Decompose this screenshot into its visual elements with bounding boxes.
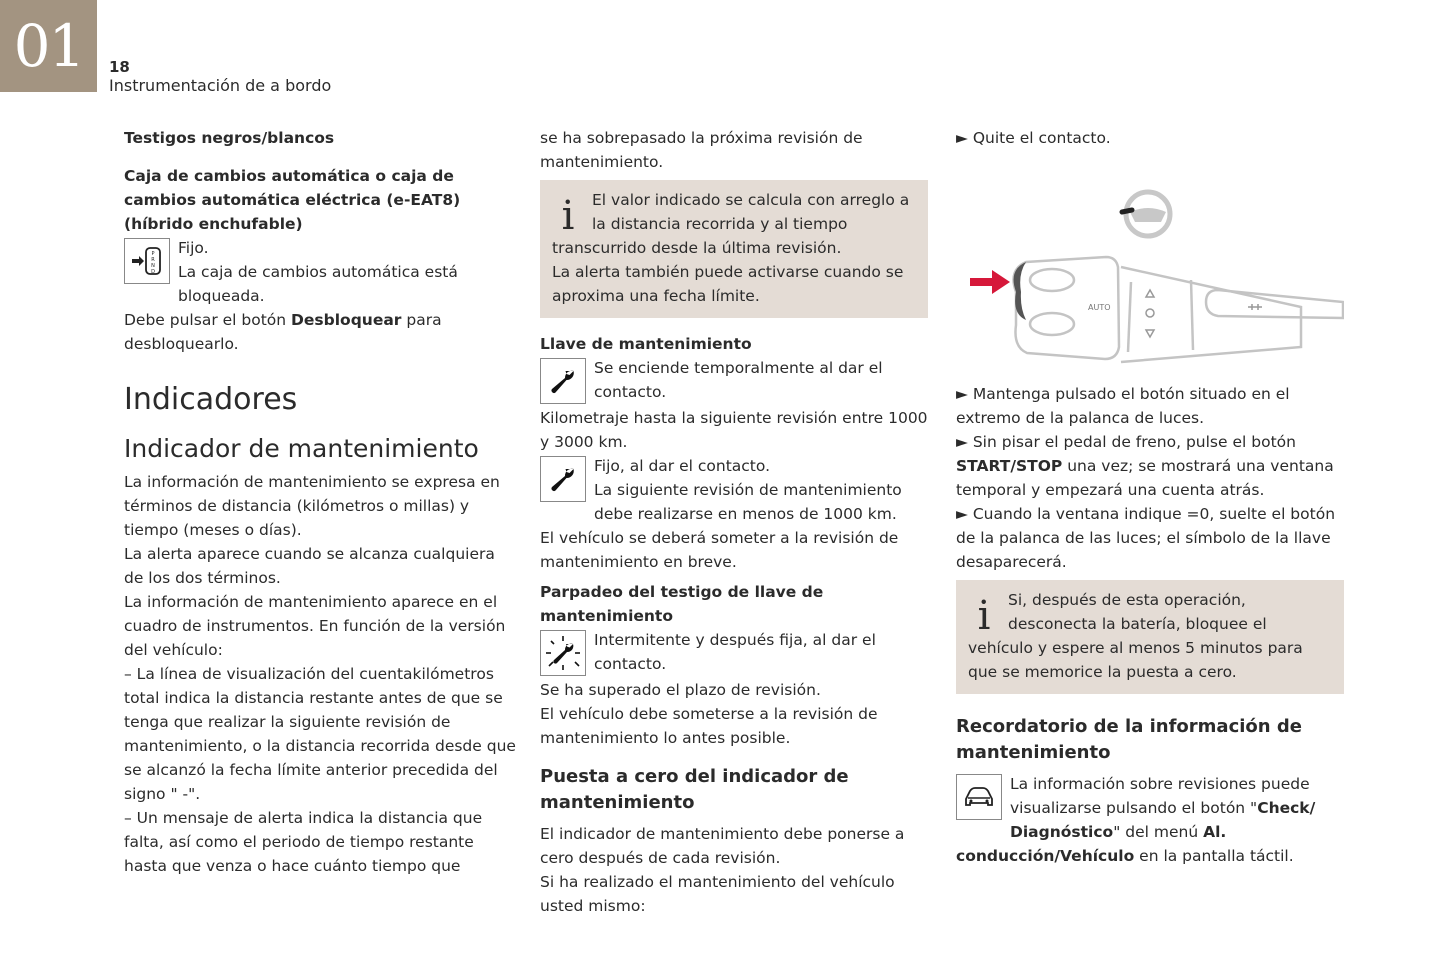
text-fijo: Fijo.	[178, 239, 209, 257]
text-parpadeo-1: Intermitente y después fija, al dar el contacto.	[594, 631, 876, 673]
paragraph: El indicador de mantenimiento debe ponerse a cero después de cada revisión.	[540, 825, 905, 867]
text-llave-1: Se enciende temporalmente al dar el contacto.	[594, 359, 883, 401]
info-icon: i	[977, 593, 991, 639]
text-parpadeo-3: El vehículo debe someterse a la revisión de mantenimiento lo antes posible.	[540, 705, 878, 747]
step-mantenga-pulsado: ► Mantenga pulsado el botón situado en el extremo de la palanca de luces.	[956, 385, 1290, 427]
gearbox-letter: D	[151, 269, 155, 275]
paragraph: Si ha realizado el mantenimiento del vehículo usted mismo:	[540, 873, 895, 915]
heading-testigos: Testigos negros/blancos	[124, 129, 335, 147]
column-1	[124, 126, 516, 878]
paragraph: se ha sobrepasado la próxima revisión de mantenimiento.	[540, 129, 863, 171]
section-title: Instrumentación de a bordo	[109, 76, 332, 95]
paragraph: La información de mantenimiento se expresa en términos de distancia (kilómetros o millas) y tiempo (meses o días).	[124, 473, 500, 539]
info-box	[540, 180, 928, 318]
flashing-wrench-icon	[540, 630, 586, 676]
step-quite-contacto: ► Quite el contacto.	[956, 129, 1111, 147]
heading-recordatorio: Recordatorio de la información de mantenimiento	[956, 716, 1302, 763]
heading-parpadeo: Parpadeo del testigo de llave de mantenimiento	[540, 583, 824, 625]
gearbox-letter: P	[151, 251, 155, 257]
paragraph: La información de mantenimiento aparece en el cuadro de instrumentos. En función de la versión del vehículo:	[124, 593, 506, 659]
text-parpadeo-2: Se ha superado el plazo de revisión.	[540, 681, 821, 699]
heading-indicador-mantenimiento: Indicador de mantenimiento	[124, 434, 479, 463]
paragraph: La alerta aparece cuando se alcanza cualquiera de los dos términos.	[124, 545, 495, 587]
red-arrow-icon	[970, 270, 1010, 294]
text-llave-2b: La siguiente revisión de mantenimiento debe realizarse en menos de 1000 km.	[594, 481, 902, 523]
gearbox-letter: N	[151, 263, 155, 269]
list-item: – La línea de visualización del cuentakilómetros total indica la distancia restante antes de que se tenga que realizar la siguiente revisión de mantenimiento, o la distancia recorrida desde que se alcanzó la fecha límite anterior precedida del signo " -".	[124, 665, 516, 803]
wrench-icon	[540, 456, 586, 502]
info-text: La alerta también puede activarse cuando se aproxima una fecha límite.	[552, 263, 904, 305]
car-check-icon	[956, 774, 1002, 820]
gearbox-lock-icon	[124, 238, 170, 284]
step-cuenta-cero: ► Cuando la ventana indique =0, suelte el botón de la palanca de las luces; el símbolo de la llave desaparecerá.	[956, 505, 1336, 571]
chapter-number-box: 01	[0, 0, 97, 92]
text-llave-1b: Kilometraje hasta la siguiente revisión entre 1000 y 3000 km.	[540, 409, 928, 451]
gearbox-letter: R	[151, 257, 155, 263]
heading-indicadores: Indicadores	[124, 382, 298, 417]
info-box	[956, 580, 1344, 694]
list-item: – Un mensaje de alerta indica la distancia que falta, así como el periodo de tiempo restante hasta que venza o hace cuánto tiempo que	[124, 809, 483, 875]
steering-wheel-icon	[1122, 192, 1170, 236]
stalk-label-auto: AUTO	[1088, 303, 1111, 312]
text-caja-bloqueada: La caja de cambios automática está bloqueada.	[178, 263, 458, 305]
wrench-icon	[540, 358, 586, 404]
heading-caja-cambios: Caja de cambios automática o caja de cambios automática eléctrica (e-EAT8) (híbrido enchufable)	[124, 167, 461, 233]
light-stalk-illustration	[956, 152, 1344, 372]
column-3	[956, 126, 1344, 868]
heading-llave: Llave de mantenimiento	[540, 335, 752, 353]
text-llave-2a: Fijo, al dar el contacto.	[594, 457, 771, 475]
text-pulsar-desbloquear: Debe pulsar el botón Desbloquear para desbloquearlo.	[124, 311, 442, 353]
page-number: 18	[109, 58, 130, 76]
info-icon: i	[561, 193, 575, 239]
column-2	[540, 126, 928, 918]
info-text: El valor indicado se calcula con arreglo a la distancia recorrida y al tiempo transcurrido desde la última revisión.	[552, 191, 910, 257]
step-start-stop: ► Sin pisar el pedal de freno, pulse el botón START/STOP una vez; se mostrará una ventana temporal y empezará una cuenta atrás.	[956, 433, 1334, 499]
text-recordatorio: La información sobre revisiones puede visualizarse pulsando el botón "Check/ Diagnóstico" del menú Al. conducción/Vehículo en la pantalla táctil.	[956, 775, 1316, 865]
info-text: Si, después de esta operación, desconecta la batería, bloquee el vehículo y espere al menos 5 minutos para que se memorice la puesta a cero.	[968, 591, 1303, 681]
text-llave-2c: El vehículo se deberá someter a la revisión de mantenimiento en breve.	[540, 529, 899, 571]
heading-puesta-cero: Puesta a cero del indicador de mantenimiento	[540, 766, 849, 813]
